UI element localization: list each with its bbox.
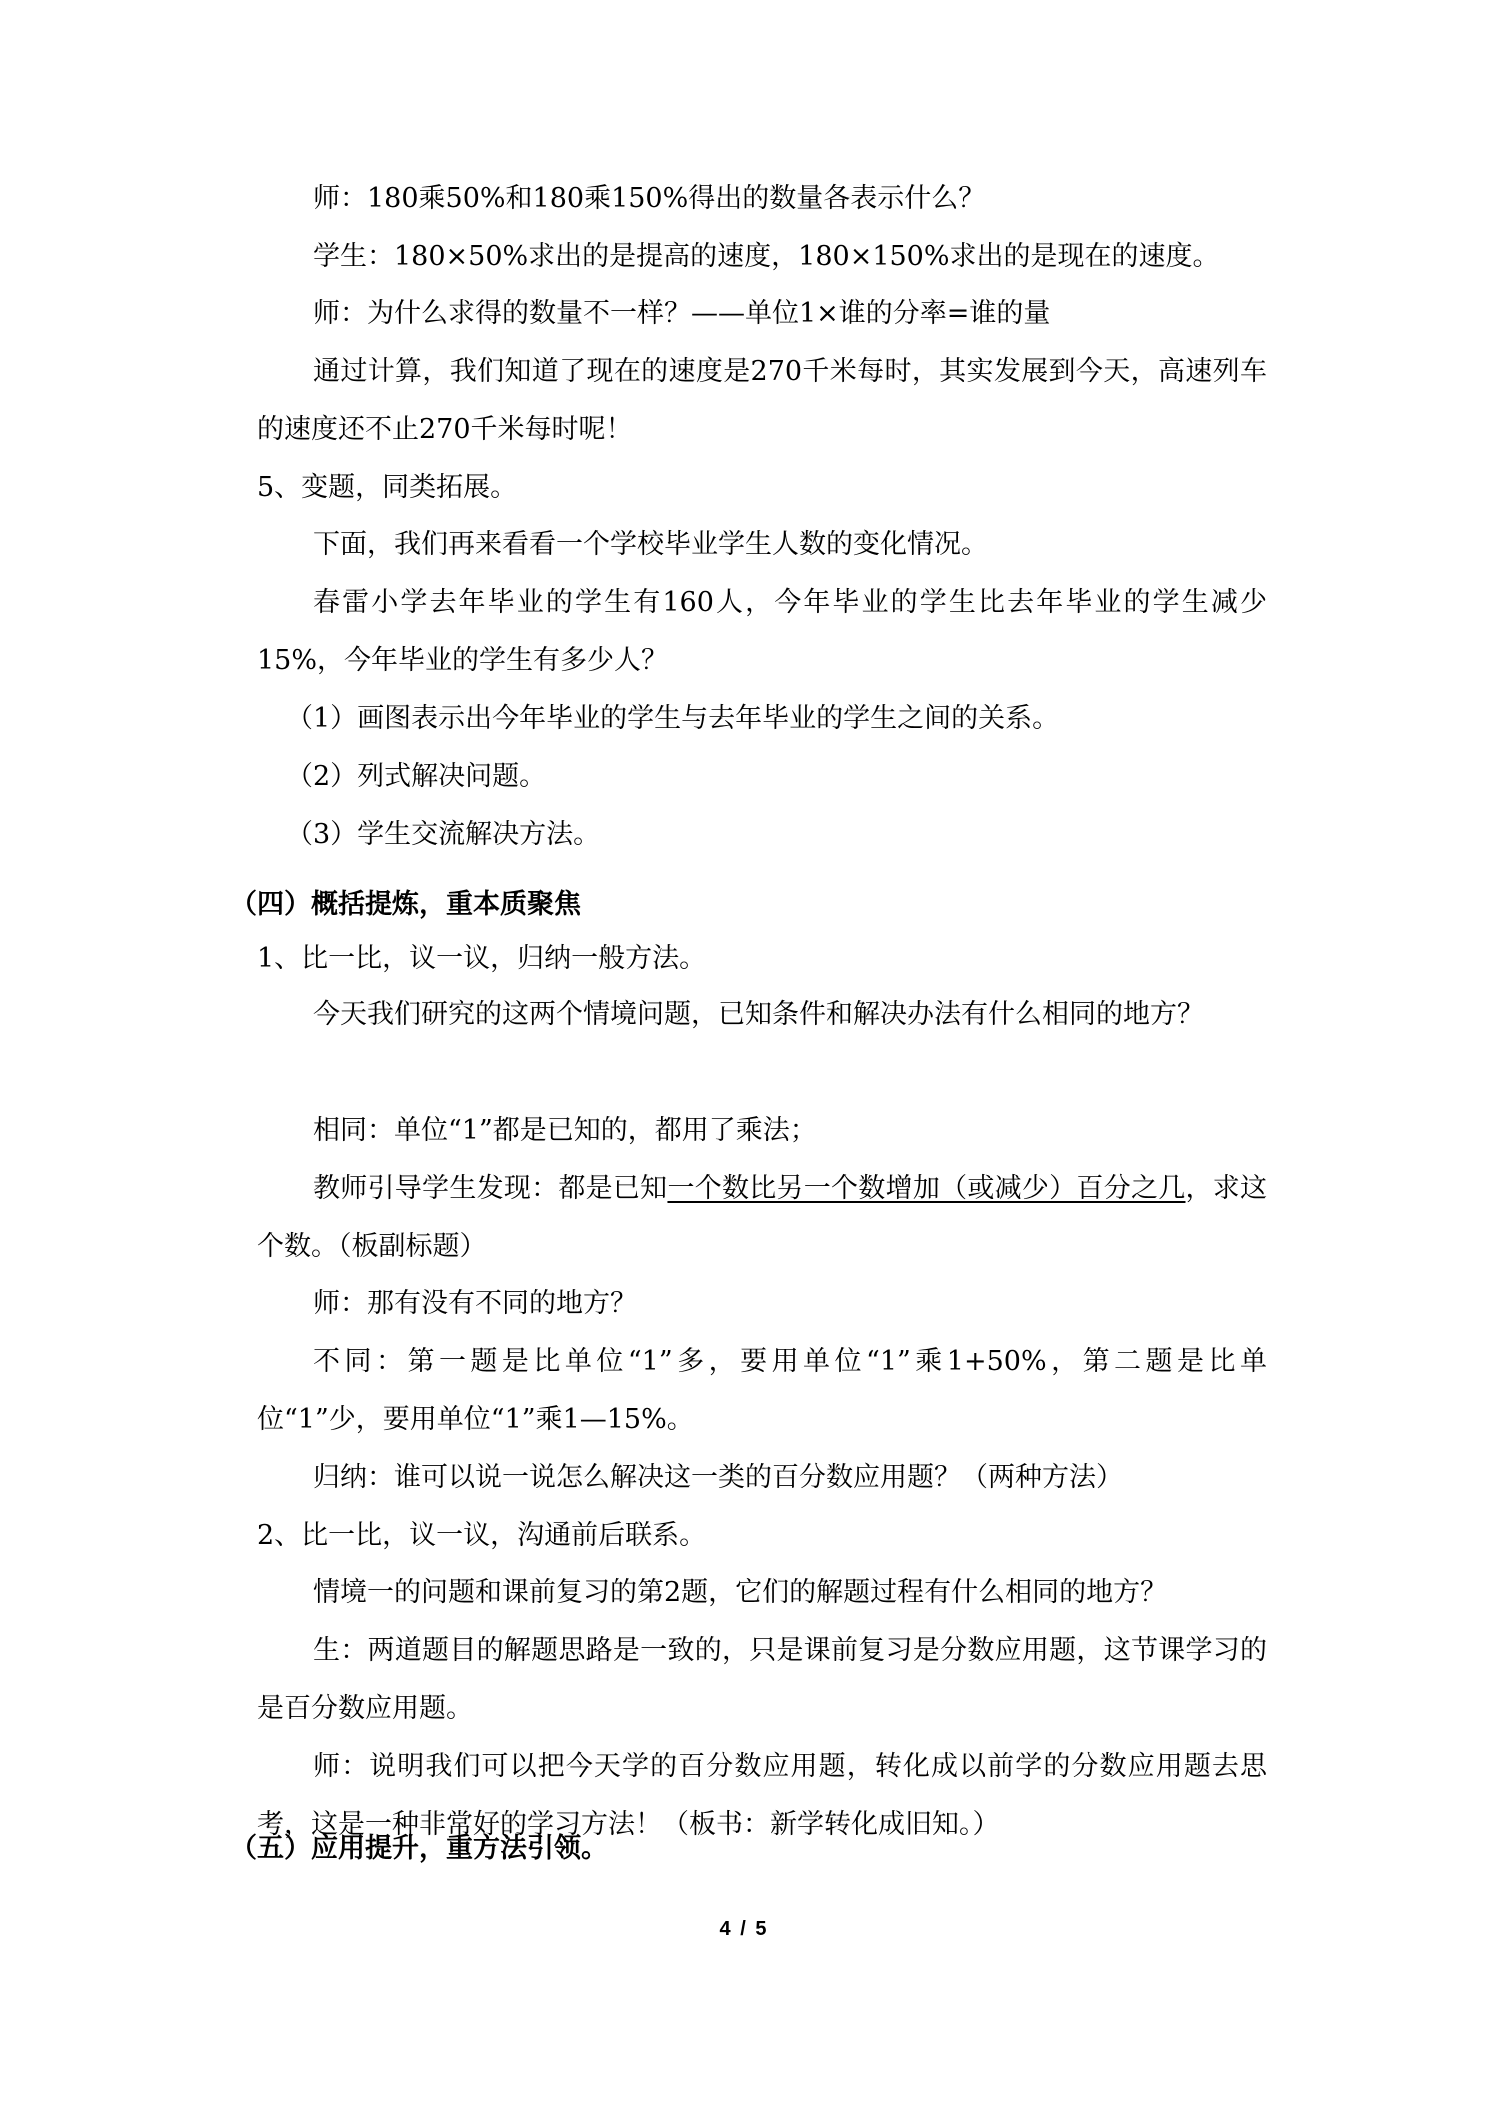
paragraph: 生：两道题目的解题思路是一致的，只是课前复习是分数应用题，这节课学习的是百分数应用题。 xyxy=(257,1635,1267,1724)
paragraph: 学生：180×50%求出的是提高的速度，180×150%求出的是现在的速度。 xyxy=(313,241,1220,272)
list-item: 1、比一比，议一议，归纳一般方法。 xyxy=(257,943,707,974)
page-number: 4 / 5 xyxy=(719,1918,769,1940)
paragraph: 不同：第一题是比单位“1”多，要用单位“1”乘1+50%，第二题是比单位“1”少，要用单位“1”乘1—15%。 xyxy=(257,1346,1267,1435)
section-heading: （五）应用提升，重方法引领。 xyxy=(230,1833,608,1864)
underlined-phrase: 一个数比另一个数增加（或减少）百分之几 xyxy=(667,1173,1186,1204)
paragraph: 师：180乘50%和180乘150%得出的数量各表示什么？ xyxy=(313,183,986,214)
paragraph xyxy=(257,1160,1267,1276)
paragraph: 归纳：谁可以说一说怎么解决这一类的百分数应用题？（两种方法） xyxy=(313,1462,1123,1493)
paragraph: 通过计算，我们知道了现在的速度是270千米每时，其实发展到今天，高速列车的速度还不止270千米每时呢！ xyxy=(257,356,1267,445)
section-heading: （四）概括提炼，重本质聚焦 xyxy=(230,889,581,920)
paragraph: 今天我们研究的这两个情境问题，已知条件和解决办法有什么相同的地方？ xyxy=(313,999,1204,1030)
sub-item: （1）画图表示出今年毕业的学生与去年毕业的学生之间的关系。 xyxy=(286,703,1060,734)
list-item: 2、比一比，议一议，沟通前后联系。 xyxy=(257,1520,707,1551)
paragraph: 师：为什么求得的数量不一样？——单位1×谁的分率=谁的量 xyxy=(313,298,1051,329)
paragraph: 师：说明我们可以把今天学的百分数应用题，转化成以前学的分数应用题去思考，这是一种非常好的学习方法！（板书：新学转化成旧知。） xyxy=(257,1751,1267,1840)
paragraph: 情境一的问题和课前复习的第2题，它们的解题过程有什么相同的地方？ xyxy=(313,1577,1168,1608)
text-run: ，求这个数。（板副标题） xyxy=(257,1173,1268,1262)
text-run: 教师引导学生发现：都是已知 xyxy=(313,1173,668,1204)
paragraph: 师：那有没有不同的地方？ xyxy=(313,1288,637,1319)
paragraph: 春雷小学去年毕业的学生有160人，今年毕业的学生比去年毕业的学生减少15%，今年毕业的学生有多少人？ xyxy=(257,587,1267,676)
list-item: 5、变题，同类拓展。 xyxy=(257,472,518,503)
sub-item: （3）学生交流解决方法。 xyxy=(286,819,601,850)
sub-item: （2）列式解决问题。 xyxy=(286,761,547,792)
paragraph: 相同：单位“1”都是已知的，都用了乘法； xyxy=(313,1115,817,1146)
paragraph: 下面，我们再来看看一个学校毕业学生人数的变化情况。 xyxy=(313,529,988,560)
